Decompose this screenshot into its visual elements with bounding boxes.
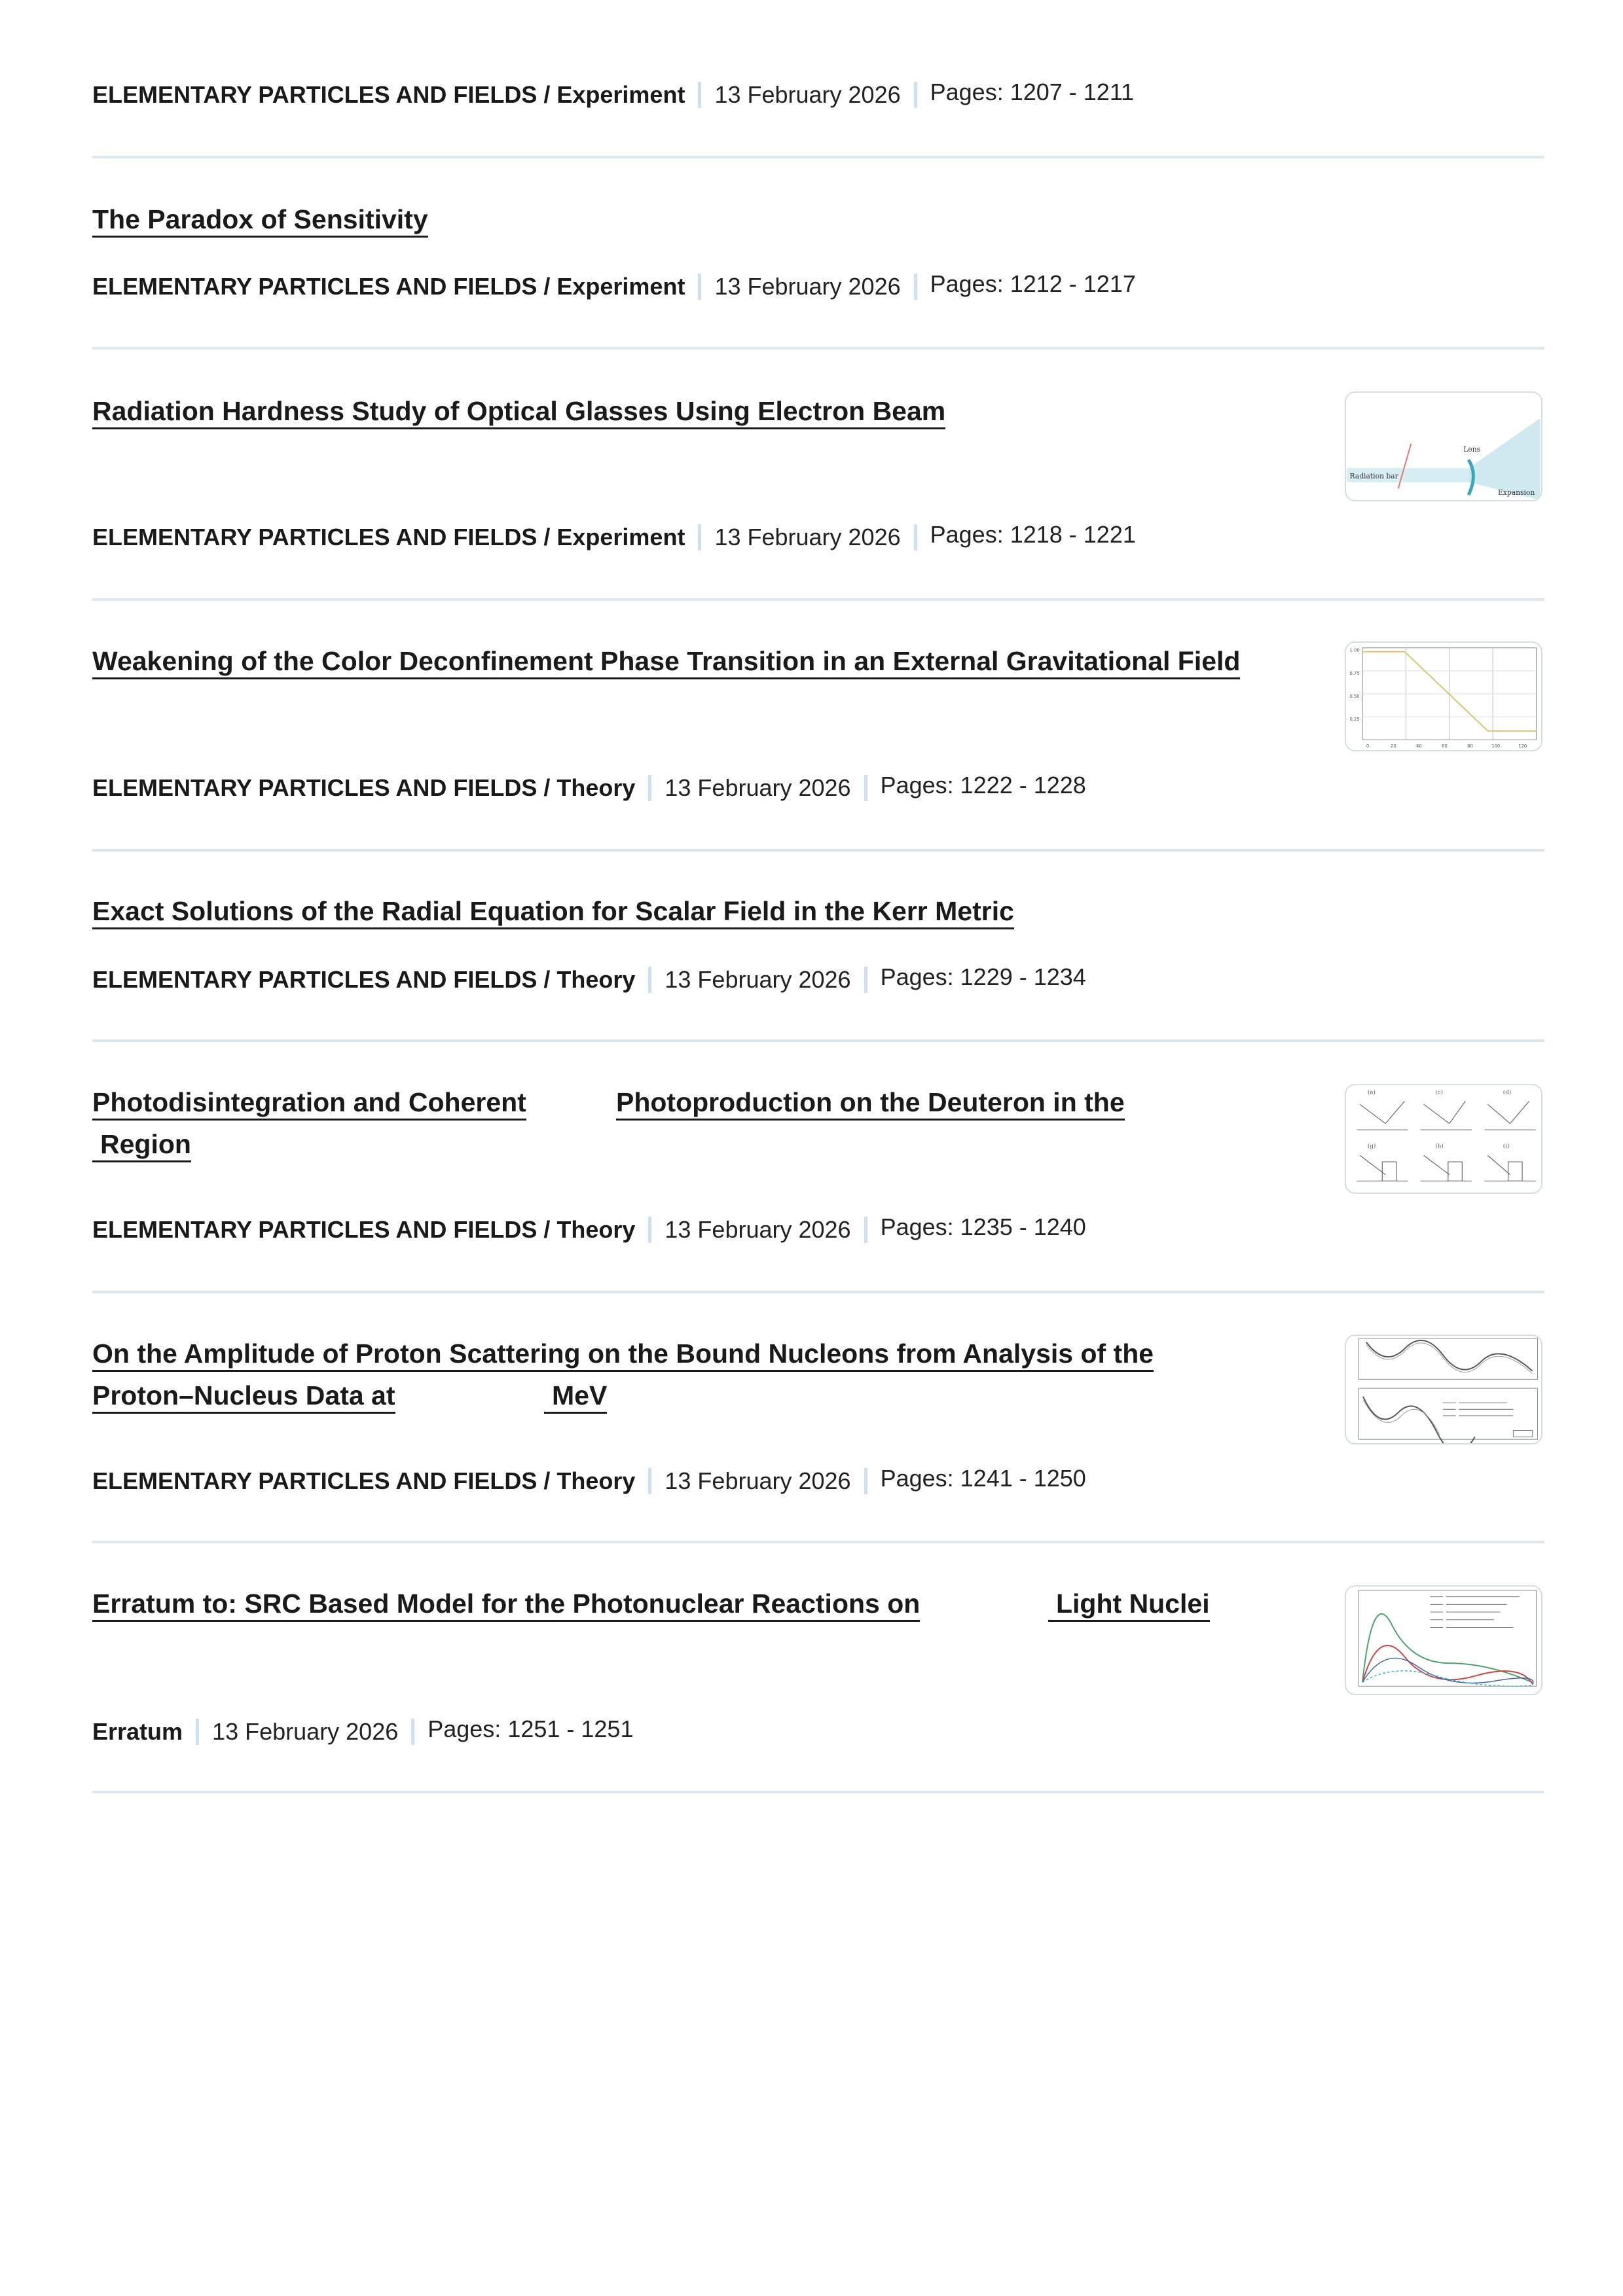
article-date: 13 February 2026 <box>714 81 901 108</box>
meta-separator <box>648 967 651 993</box>
article-title-link[interactable]: Weakening of the Color Deconfinement Phase Transition in an External Gravitational Field <box>92 646 1240 679</box>
meta-separator <box>411 1719 414 1745</box>
article-date: 13 February 2026 <box>665 966 851 993</box>
article-section[interactable]: ELEMENTARY PARTICLES AND FIELDS / Experiment <box>92 81 685 108</box>
svg-text:(d): (d) <box>1503 1089 1512 1096</box>
svg-text:60: 60 <box>1442 744 1448 749</box>
article-title-link[interactable]: Exact Solutions of the Radial Equation for Scalar Field in the Kerr Metric <box>92 896 1014 929</box>
article-pages: Pages: 1235 - 1240 <box>880 1213 1086 1240</box>
thumbnail-label: Expansion <box>1497 488 1535 497</box>
divider <box>92 1291 1544 1293</box>
svg-text:(a): (a) <box>1367 1089 1376 1096</box>
article-pages: Pages: 1212 - 1217 <box>930 270 1136 297</box>
article-meta <box>92 1467 1086 1495</box>
svg-text:20: 20 <box>1390 744 1396 749</box>
article-title-link[interactable]: MeV <box>544 1380 607 1414</box>
article-title-link[interactable]: Light Nuclei <box>1048 1588 1210 1622</box>
svg-text:1.00: 1.00 <box>1349 647 1360 653</box>
article-title-link[interactable]: Radiation Hardness Study of Optical Glasses Using Electron Beam <box>92 396 945 429</box>
svg-text:80: 80 <box>1467 744 1473 749</box>
svg-text:100: 100 <box>1491 744 1501 749</box>
article-section[interactable]: ELEMENTARY PARTICLES AND FIELDS / Theory <box>92 966 636 993</box>
article-meta <box>92 81 1134 109</box>
article-title <box>92 1333 1271 1418</box>
svg-text:(h): (h) <box>1435 1143 1444 1150</box>
article-date: 13 February 2026 <box>665 1467 851 1494</box>
article-title-link[interactable]: On the Amplitude of Proton Scattering on the Bound Nucleons from Analysis of the <box>92 1338 1154 1372</box>
article-title <box>92 198 428 240</box>
divider <box>92 1541 1544 1543</box>
article-section[interactable]: ELEMENTARY PARTICLES AND FIELDS / Theory <box>92 1216 636 1243</box>
article-thumbnail[interactable] <box>1345 391 1542 501</box>
article-section[interactable]: Erratum <box>92 1718 183 1745</box>
divider <box>92 347 1544 350</box>
optics-diagram-thumbnail <box>1346 393 1541 500</box>
article-thumbnail[interactable] <box>1345 641 1542 751</box>
article-meta <box>92 774 1086 802</box>
meta-separator <box>698 274 701 300</box>
meta-separator <box>648 1468 651 1494</box>
article-date: 13 February 2026 <box>665 1216 851 1243</box>
svg-text:0.25: 0.25 <box>1349 717 1360 723</box>
divider <box>92 156 1544 158</box>
meta-separator <box>196 1719 199 1745</box>
article-date: 13 February 2026 <box>714 273 901 300</box>
article-section[interactable]: ELEMENTARY PARTICLES AND FIELDS / Theory <box>92 774 636 801</box>
article-pages: Pages: 1207 - 1211 <box>930 79 1135 105</box>
article-meta <box>92 1715 634 1746</box>
meta-separator <box>914 524 917 550</box>
article-meta <box>92 1213 1086 1244</box>
article-date: 13 February 2026 <box>714 524 901 550</box>
cross-section-plot-thumbnail <box>1346 1587 1541 1694</box>
article-pages: Pages: 1229 - 1234 <box>880 963 1086 990</box>
divider <box>92 1791 1544 1793</box>
phase-plot-thumbnail <box>1346 643 1541 750</box>
article-title <box>92 640 1240 682</box>
meta-separator <box>648 775 651 801</box>
article-section[interactable]: ELEMENTARY PARTICLES AND FIELDS / Theory <box>92 1467 636 1494</box>
scattering-plot-thumbnail <box>1346 1336 1541 1443</box>
meta-separator <box>914 274 917 300</box>
article-date: 13 February 2026 <box>212 1718 399 1745</box>
divider <box>92 598 1544 601</box>
article-thumbnail[interactable] <box>1345 1084 1542 1194</box>
divider <box>92 1039 1544 1042</box>
feynman-diagrams-thumbnail <box>1346 1085 1541 1193</box>
article-title-link[interactable]: Erratum to: SRC Based Model for the Photonuclear Reactions on <box>92 1588 920 1622</box>
thumbnail-label: Lens <box>1463 444 1481 454</box>
article-title-link[interactable]: The Paradox of Sensitivity <box>92 204 428 238</box>
article-title <box>92 390 945 432</box>
meta-separator <box>698 524 701 550</box>
article-thumbnail[interactable] <box>1345 1335 1542 1444</box>
article-section[interactable]: ELEMENTARY PARTICLES AND FIELDS / Experiment <box>92 524 685 550</box>
article-title-link[interactable]: Proton–Nucleus Data at <box>92 1380 395 1414</box>
article-thumbnail[interactable] <box>1345 1585 1542 1695</box>
meta-separator <box>864 1468 867 1494</box>
article-date: 13 February 2026 <box>665 774 851 801</box>
article-title <box>92 890 1014 932</box>
svg-text:120: 120 <box>1518 744 1527 749</box>
article-pages: Pages: 1241 - 1250 <box>880 1465 1086 1492</box>
svg-text:(i): (i) <box>1503 1143 1510 1150</box>
meta-separator <box>648 1217 651 1243</box>
article-title-link[interactable]: Region <box>92 1129 191 1162</box>
article-title-link[interactable]: Photodisintegration and Coherent <box>92 1087 526 1121</box>
article-meta <box>92 270 1136 300</box>
svg-text:(g): (g) <box>1367 1143 1376 1150</box>
svg-text:(c): (c) <box>1435 1089 1444 1096</box>
svg-text:0.50: 0.50 <box>1349 693 1360 699</box>
article-meta <box>92 963 1086 994</box>
svg-text:0: 0 <box>1366 744 1370 749</box>
svg-text:40: 40 <box>1416 744 1422 749</box>
article-pages: Pages: 1222 - 1228 <box>880 772 1086 798</box>
article-section[interactable]: ELEMENTARY PARTICLES AND FIELDS / Experiment <box>92 273 685 300</box>
divider <box>92 849 1544 852</box>
svg-text:0.75: 0.75 <box>1349 670 1360 676</box>
article-title <box>92 1081 1271 1166</box>
meta-separator <box>864 967 867 993</box>
meta-separator <box>864 775 867 801</box>
article-meta <box>92 521 1136 551</box>
article-title <box>92 1583 1336 1626</box>
article-pages: Pages: 1251 - 1251 <box>428 1715 634 1742</box>
meta-separator <box>698 82 701 108</box>
meta-separator <box>864 1217 867 1243</box>
meta-separator <box>914 82 917 108</box>
article-pages: Pages: 1218 - 1221 <box>930 521 1136 548</box>
article-title-link[interactable]: Photoproduction on the Deuteron in the <box>616 1087 1125 1121</box>
thumbnail-label: Radiation bar <box>1349 471 1398 480</box>
